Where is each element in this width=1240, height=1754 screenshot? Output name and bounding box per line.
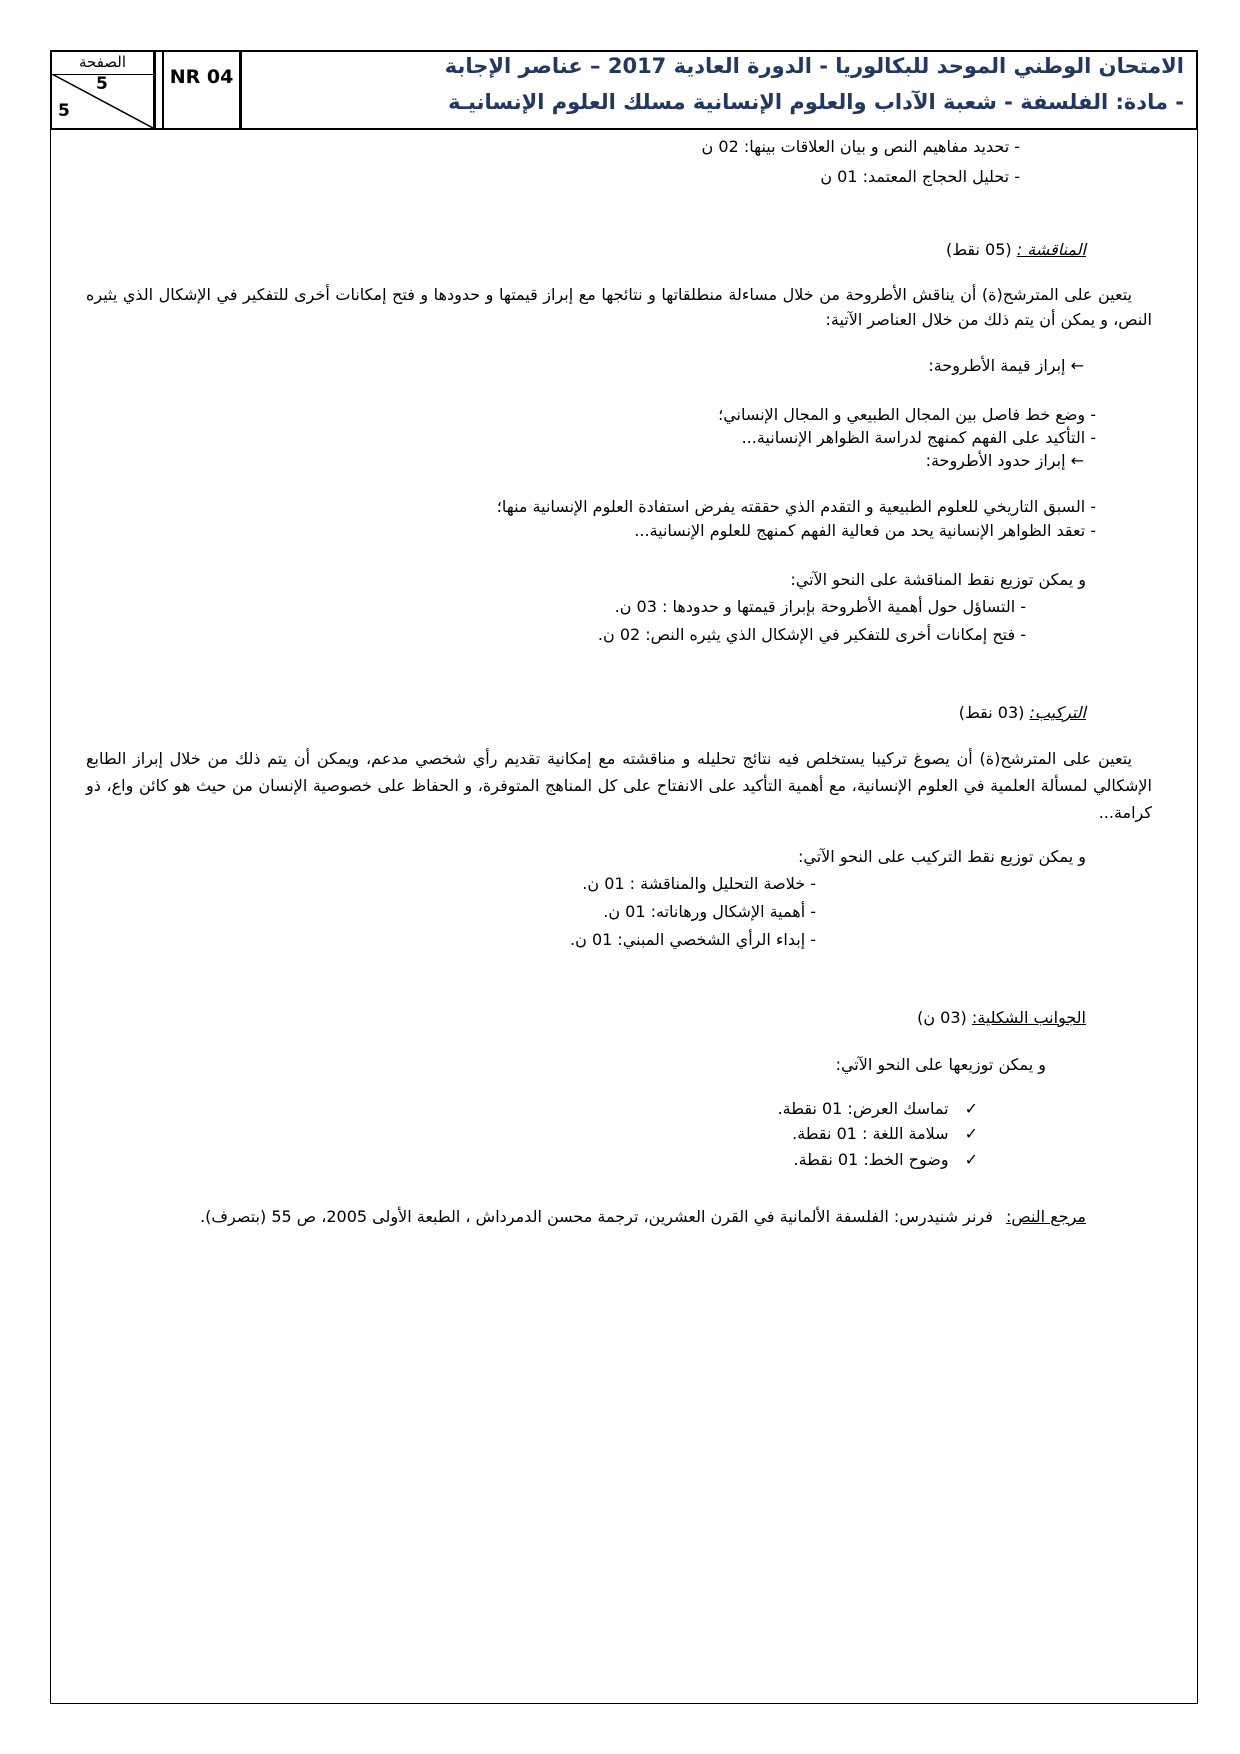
check-icon: ✓ <box>964 1150 978 1169</box>
exam-header <box>50 50 1198 130</box>
synthesis-distribution-item: - خلاصة التحليل والمناقشة : 01 ن. <box>582 874 816 893</box>
header-title-2: - مادة: الفلسفة - شعبة الآداب والعلوم الإنسانية مسلك العلوم الإنسانيـة <box>448 90 1184 114</box>
discussion-distribution-item: - فتح إمكانات أخرى للتفكير في الإشكال الذي يثيره النص: 02 ن. <box>597 625 1026 644</box>
page-number-box <box>52 52 156 128</box>
exam-code-box <box>162 52 242 128</box>
discussion-distribution-item: - التساؤل حول أهمية الأطروحة بإبراز قيمتها و حدودها : 03 ن. <box>614 597 1026 616</box>
limits-item: - تعقد الظواهر الإنسانية يحد من فعالية الفهم كمنهج للعلوم الإنسانية... <box>634 521 1096 540</box>
exam-code: NR 04 <box>169 66 234 88</box>
formal-distribution-intro: و يمكن توزيعها على النحو الآتي: <box>835 1055 1046 1074</box>
formal-item-text: سلامة اللغة : 01 نقطة. <box>792 1124 949 1143</box>
text-reference <box>200 1207 1086 1226</box>
analysis-point: - تحديد مفاهيم النص و بيان العلاقات بينها: 02 ن <box>701 137 1020 156</box>
synthesis-distribution-intro: و يمكن توزيع نقط التركيب على النحو الآتي: <box>798 847 1086 866</box>
synthesis-heading-line <box>959 703 1086 722</box>
discussion-intro: يتعين على المترشح(ة) أن يناقش الأطروحة من خلال مساءلة منطلقاتها و نتائجها مع إبراز قيمتها و حدودها و فتح إمكانات أخرى للتفكير في الإشكال الذي يثيره النص، و يمكن أن يتم ذلك من خلال العناصر الآتية: <box>86 285 1152 329</box>
formal-heading: الجوانب الشكلية: <box>971 1008 1086 1027</box>
reference-text: فرنر شنيدرس: الفلسفة الألمانية في القرن العشرين، ترجمة محسن الدمرداش ، الطبعة الأولى 2005، ص 55 (بتصرف). <box>200 1207 993 1226</box>
discussion-points: (05 نقط) <box>945 240 1012 259</box>
discussion-heading-line <box>946 240 1086 259</box>
limits-heading: ← إبراز حدود الأطروحة: <box>925 451 1084 470</box>
limits-item: - السبق التاريخي للعلوم الطبيعية و التقدم الذي حققته يفرض استفادة العلوم الإنسانية منها؛ <box>496 497 1096 516</box>
reference-label: مرجع النص: <box>1005 1207 1086 1226</box>
value-item: - التأكيد على الفهم كمنهج لدراسة الظواهر الإنسانية... <box>741 428 1096 447</box>
value-heading: ← إبراز قيمة الأطروحة: <box>928 356 1084 375</box>
formal-points: (03 ن) <box>917 1008 967 1027</box>
formal-heading-line <box>917 1008 1086 1027</box>
discussion-heading: المناقشة : <box>1016 240 1086 259</box>
synthesis-distribution-item: - أهمية الإشكال ورهاناته: 01 ن. <box>603 902 816 921</box>
value-item: - وضع خط فاصل بين المجال الطبيعي و المجال الإنساني؛ <box>718 405 1096 424</box>
page-label: الصفحة <box>78 53 127 71</box>
synthesis-heading: التركيب: <box>1029 703 1086 722</box>
synthesis-intro: يتعين على المترشح(ة) أن يصوغ تركيبا يستخلص فيه نتائج تحليله و مناقشته مع إمكانية تقديم رأي شخصي مدعم، ويمكن أن يتم ذلك من خلال إبراز الطابع الإشكالي لمسألة العلمية في العلوم الإنسانية، مع أهمية التأكيد على الانفتاح على كل المناهج المتوفرة، و الحفاظ على خصوصية الإنسان من حيث هو كائن واع، ذو كرامة... <box>86 749 1152 822</box>
formal-item <box>794 1150 979 1169</box>
formal-item-text: تماسك العرض: 01 نقطة. <box>777 1099 949 1118</box>
page-current: 5 <box>96 74 108 94</box>
page-total: 5 <box>58 101 70 121</box>
synthesis-points: (03 نقط) <box>958 703 1025 722</box>
formal-item <box>778 1099 978 1118</box>
check-icon: ✓ <box>964 1099 978 1118</box>
discussion-distribution-intro: و يمكن توزيع نقط المناقشة على النحو الآتي: <box>790 570 1086 589</box>
analysis-point: - تحليل الحجاج المعتمد: 01 ن <box>820 167 1020 186</box>
header-title-1: الامتحان الوطني الموحد للبكالوريا - الدورة العادية 2017 – عناصر الإجابة <box>444 54 1184 78</box>
header-titles <box>248 52 1184 128</box>
check-icon: ✓ <box>964 1124 978 1143</box>
formal-item-text: وضوح الخط: 01 نقطة. <box>793 1150 949 1169</box>
synthesis-distribution-item: - إبداء الرأي الشخصي المبني: 01 ن. <box>570 930 816 949</box>
formal-item <box>792 1124 978 1143</box>
